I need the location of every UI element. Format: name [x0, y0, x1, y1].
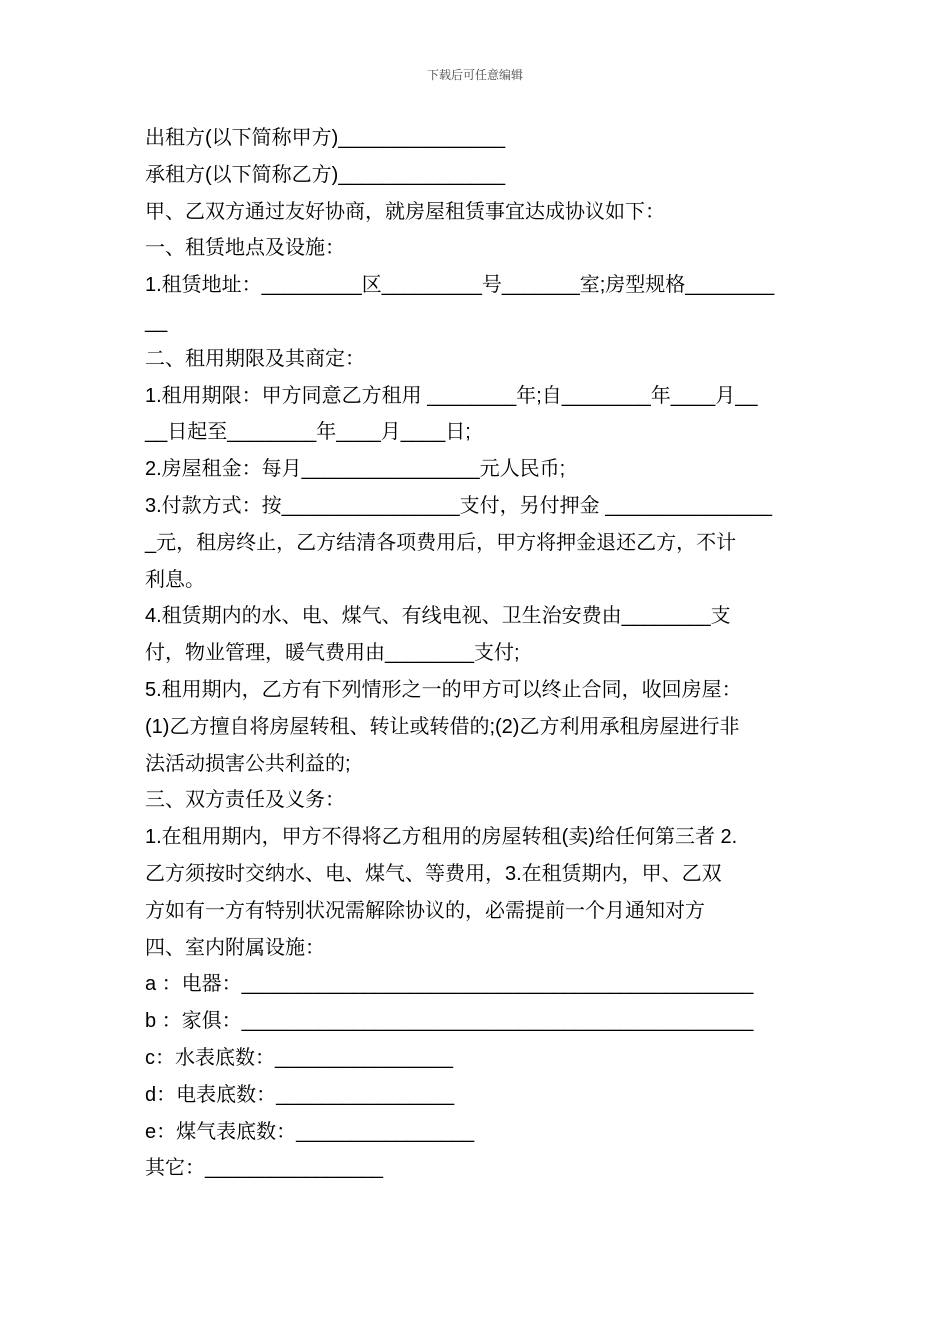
- text-line: d：电表底数：________________: [145, 1083, 455, 1106]
- text-line: 出租方(以下简称甲方)_______________: [145, 127, 506, 149]
- contract-body: [145, 120, 813, 1187]
- text-line: 甲、乙双方通过友好协商，就房屋租赁事宜达成协议如下：: [145, 200, 665, 223]
- text-line: (1)乙方擅自将房屋转租、转让或转借的;(2)乙方利用承租房屋进行非: [145, 715, 740, 738]
- text-line: 三、双方责任及义务：: [145, 789, 345, 812]
- text-line: c：水表底数：________________: [145, 1046, 453, 1069]
- text-line: 承租方(以下简称乙方)_______________: [145, 163, 506, 186]
- text-line: 利息。: [145, 568, 205, 591]
- text-line: __日起至________年____月____日;: [145, 421, 471, 444]
- text-line: 1.在租用期内，甲方不得将乙方租用的房屋转租(卖)给任何第三者 2.: [145, 826, 738, 849]
- text-line: 1.租赁地址：_________区_________号_______室;房型规格________: [145, 274, 775, 297]
- page-header: 下载后可任意编辑: [426, 68, 523, 82]
- text-line: _元，租房终止，乙方结清各项费用后，甲方将押金退还乙方，不计: [145, 531, 737, 554]
- text-line: 5.租用期内，乙方有下列情形之一的甲方可以终止合同，收回房屋：: [145, 678, 742, 701]
- text-line: 1.租用期限：甲方同意乙方租用 ________年;自________年____月__: [145, 384, 758, 407]
- text-line: 乙方须按时交纳水、电、煤气、等费用，3.在租赁期内，甲、乙双: [145, 862, 722, 885]
- text-line: 方如有一方有特别状况需解除协议的，必需提前一个月通知对方: [145, 899, 705, 922]
- text-line: 四、室内附属设施：: [145, 936, 325, 959]
- text-line: 2.房屋租金：每月________________元人民币;: [145, 458, 566, 481]
- text-line: 付，物业管理，暖气费用由________支付;: [145, 642, 520, 665]
- text-line: 4.租赁期内的水、电、煤气、有线电视、卫生治安费由________支: [145, 605, 731, 628]
- text-line: 3.付款方式：按________________支付，另付押金 _______________: [145, 494, 773, 517]
- text-line: __: [145, 310, 168, 333]
- text-line: 二、租用期限及其商定：: [145, 347, 365, 370]
- text-line: a ：电器：______________________________________________: [145, 973, 754, 996]
- text-line: e：煤气表底数：________________: [145, 1120, 475, 1143]
- text-line: 一、租赁地点及设施：: [145, 237, 345, 260]
- text-line: b ：家俱：______________________________________________: [145, 1010, 754, 1033]
- text-line: 法活动损害公共利益的;: [145, 752, 351, 775]
- text-line: 其它：________________: [145, 1157, 383, 1180]
